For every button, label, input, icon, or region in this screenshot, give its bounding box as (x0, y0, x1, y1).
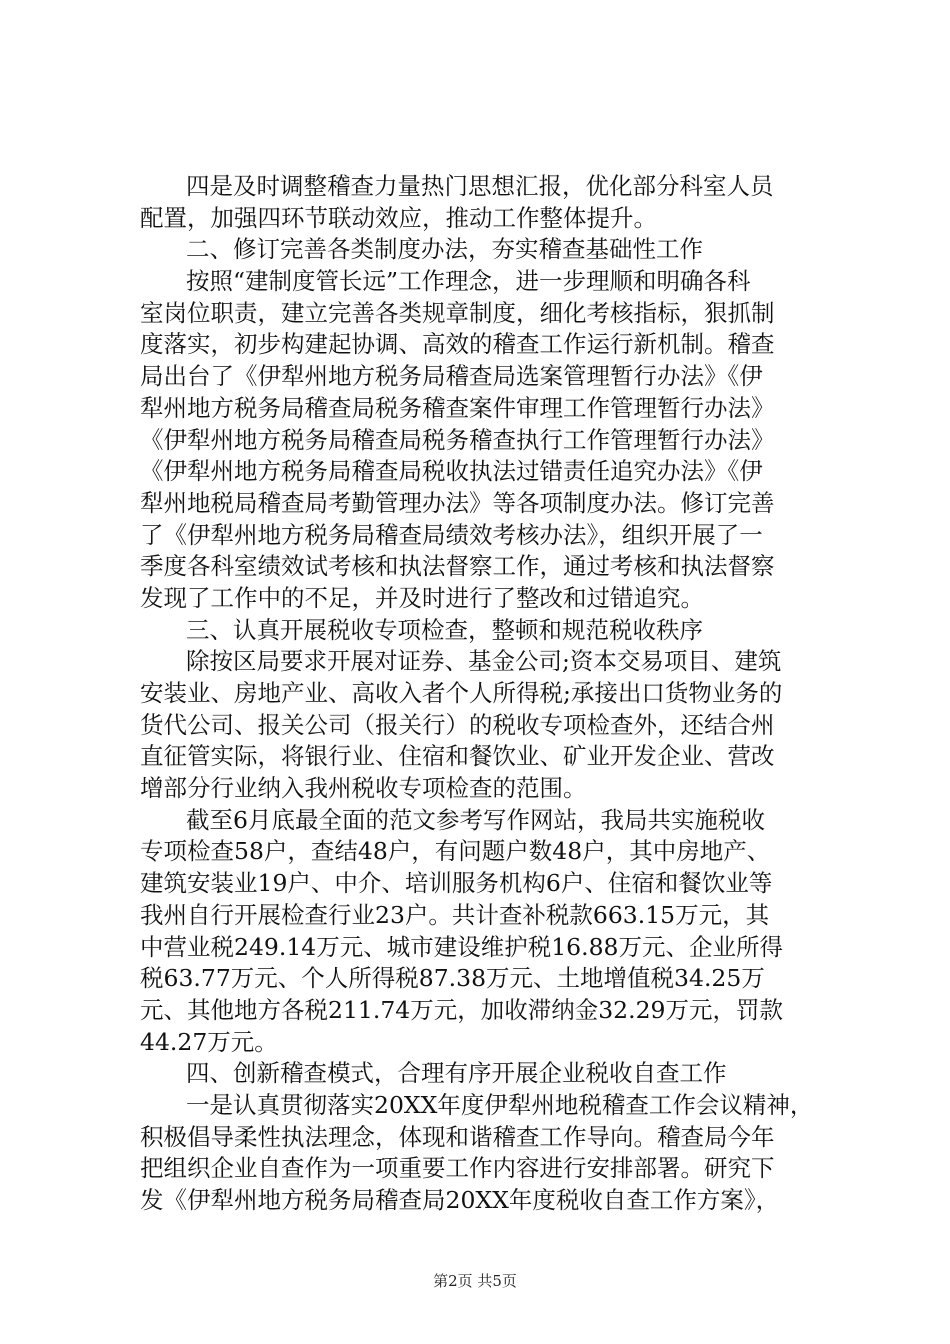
paragraph-line: 直征管实际，将银行业、住宿和餐饮业、矿业开发企业、营改 (140, 742, 775, 771)
paragraph-line: 了《伊犁州地方税务局稽查局绩效考核办法》，组织开展了一 (140, 520, 763, 549)
section-heading: 二、修订完善各类制度办法，夯实稽查基础性工作 (186, 235, 703, 264)
paragraph-line: 除按区局要求开展对证券、基金公司;资本交易项目、建筑 (186, 647, 782, 676)
paragraph-line: 季度各科室绩效试考核和执法督察工作，通过考核和执法督察 (140, 552, 775, 581)
paragraph-line: 安装业、房地产业、高收入者个人所得税;承接出口货物业务的 (140, 679, 783, 707)
document-body (140, 171, 840, 1217)
paragraph-line: 税63.77万元、个人所得税87.38万元、土地增值税34.25万 (140, 964, 765, 993)
paragraph-line: 室岗位职责，建立完善各类规章制度，细化考核指标，狠抓制 (140, 298, 775, 327)
paragraph-line: 元、其他地方各税211.74万元，加收滞纳金32.29万元，罚款 (140, 995, 784, 1024)
paragraph-line: 度落实，初步构建起协调、高效的稽查工作运行新机制。稽查 (140, 330, 775, 359)
paragraph-line: 发现了工作中的不足，并及时进行了整改和过错追究。 (140, 583, 704, 612)
paragraph-line: 《伊犁州地方税务局稽查局税收执法过错责任追究办法》《伊 (140, 457, 763, 486)
page-number-footer: 第2页 共5页 (433, 1272, 517, 1290)
paragraph-line: 积极倡导柔性执法理念，体现和谐稽查工作导向。稽查局今年 (140, 1122, 775, 1151)
paragraph-line: 截至6月底最全面的范文参考写作网站，我局共实施税收 (186, 805, 765, 834)
paragraph-line: 局出台了《伊犁州地方税务局稽查局选案管理暂行办法》《伊 (140, 362, 763, 391)
paragraph-line: 按照“建制度管长远”工作理念，进一步理顺和明确各科 (186, 267, 751, 296)
paragraph-line: 四是及时调整稽查力量热门思想汇报，优化部分科室人员 (186, 172, 774, 200)
paragraph-line: 把组织企业自查作为一项重要工作内容进行安排部署。研究下 (140, 1154, 775, 1183)
paragraph-line: 配置，加强四环节联动效应，推动工作整体提升。 (140, 203, 657, 232)
section-heading: 四、创新稽查模式，合理有序开展企业税收自查工作 (186, 1059, 727, 1088)
paragraph-line: 专项检查58户，查结48户，有问题户数48户，其中房地产、 (140, 837, 771, 866)
paragraph-line: 犁州地税局稽查局考勤管理办法》等各项制度办法。修订完善 (140, 488, 775, 517)
paragraph-line: 建筑安装业19户、中介、培训服务机构6户、住宿和餐饮业等 (140, 869, 773, 898)
paragraph-line: 中营业税249.14万元、城市建设维护税16.88万元、企业所得 (140, 932, 784, 961)
paragraph-line: 我州自行开展检查行业23户。共计查补税款663.15万元，其 (140, 900, 770, 929)
paragraph-line: 一是认真贯彻落实20XX年度伊犁州地税稽查工作会议精神， (186, 1090, 814, 1119)
paragraph-line: 《伊犁州地方税务局稽查局税务稽查执行工作管理暂行办法》 (140, 425, 775, 454)
paragraph-line: 货代公司、报关公司（报关行）的税收专项检查外，还结合州 (140, 710, 775, 739)
paragraph-line: 发《伊犁州地方税务局稽查局20XX年度税收自查工作方案》， (140, 1186, 780, 1214)
paragraph-line: 44.27万元。 (140, 1027, 278, 1056)
paragraph-line: 增部分行业纳入我州税收专项检查的范围。 (140, 774, 587, 803)
paragraph-line: 犁州地方税务局稽查局税务稽查案件审理工作管理暂行办法》 (140, 393, 775, 422)
section-heading: 三、认真开展税收专项检查，整顿和规范税收秩序 (186, 615, 703, 644)
